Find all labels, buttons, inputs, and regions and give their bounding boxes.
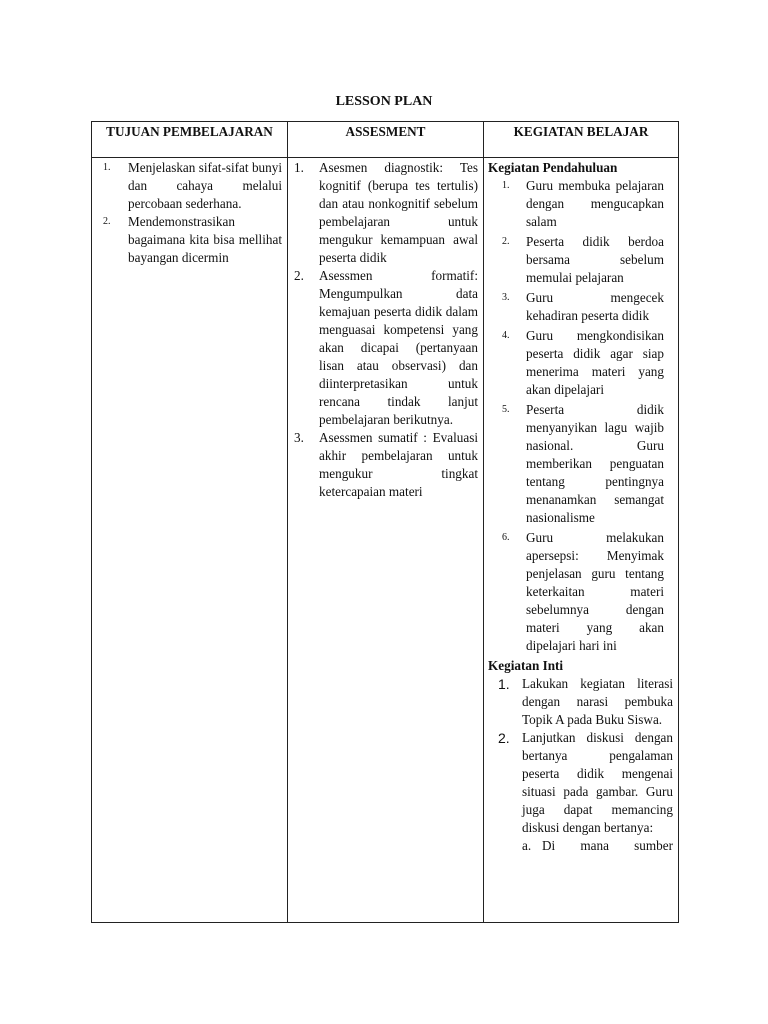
item-number: 2. <box>294 268 304 283</box>
page-title: LESSON PLAN <box>335 94 433 109</box>
item-number: 3. <box>502 292 510 303</box>
lesson-plan-table <box>91 121 679 923</box>
tujuan-list <box>96 159 282 267</box>
item-number: a. <box>522 838 532 853</box>
tujuan-item <box>96 159 282 213</box>
tujuan-cell <box>92 158 288 923</box>
item-number: 2. <box>498 730 510 746</box>
item-number: 5. <box>502 404 510 415</box>
item-text: Peserta didik menyanyikan lagu wajib nasional. Guru memberikan penguatan tentang pentingnya menanamkan semangat nasionalisme <box>526 402 664 525</box>
item-text: Mendemonstrasikan bagaimana kita bisa mellihat bayangan dicermin <box>128 214 282 265</box>
item-text: Lakukan kegiatan literasi dengan narasi pembuka Topik A pada Buku Siswa. <box>522 676 673 727</box>
assesment-item <box>292 159 478 267</box>
inti-sub-item <box>488 837 673 855</box>
item-number: 4. <box>502 330 510 341</box>
header-tujuan: TUJUAN PEMBELAJARAN <box>92 122 288 158</box>
table-header-row <box>92 122 679 158</box>
item-number: 2. <box>103 216 111 227</box>
item-number: 1. <box>502 180 510 191</box>
item-text: Guru mengecek kehadiran peserta didik <box>526 290 664 323</box>
item-text: Guru mengkondisikan peserta didik agar siap menerima materi yang akan dipelajari <box>526 328 664 397</box>
item-text: Asessmen sumatif : Evaluasi akhir pembelajaran untuk mengukur tingkat ketercapaian materi <box>319 430 478 499</box>
inti-list <box>488 675 673 837</box>
item-number: 1. <box>498 676 510 692</box>
item-text: Asesmen diagnostik: Tes kognitif (berupa tes tertulis) dan atau nonkognitif sebelum pembelajaran untuk mengukur kemampuan awal peserta didik <box>319 160 478 265</box>
kegiatan-cell <box>484 158 679 923</box>
inti-item <box>488 675 673 729</box>
item-text: Di mana sumber <box>542 838 673 853</box>
item-text: Asessmen formatif: Mengumpulkan data kemajuan peserta didik dalam menguasai kompetensi yang akan dicapai (pertanyaan lisan atau observasi) dan diinterpretasikan untuk rencana tindak lanjut pembelajaran berikutnya. <box>319 268 478 427</box>
pendahuluan-heading: Kegiatan Pendahuluan <box>488 160 618 175</box>
pendahuluan-item <box>488 177 673 231</box>
inti-heading: Kegiatan Inti <box>488 658 564 673</box>
inti-sub-list <box>488 837 673 855</box>
table-body-row <box>92 158 679 923</box>
assesment-item <box>292 429 478 501</box>
pendahuluan-item <box>488 401 673 527</box>
tujuan-item <box>96 213 282 267</box>
item-text: Peserta didik berdoa bersama sebelum memulai pelajaran <box>526 234 664 285</box>
item-number: 2. <box>502 236 510 247</box>
item-text: Menjelaskan sifat-sifat bunyi dan cahaya melalui percobaan sederhana. <box>128 160 282 211</box>
item-number: 3. <box>294 430 304 445</box>
pendahuluan-item <box>488 529 673 655</box>
item-text: Guru membuka pelajaran dengan mengucapkan salam <box>526 178 664 229</box>
assesment-item <box>292 267 478 429</box>
assesment-list <box>292 159 478 501</box>
header-kegiatan: KEGIATAN BELAJAR <box>484 122 679 158</box>
pendahuluan-item <box>488 289 673 325</box>
pendahuluan-list <box>488 177 673 655</box>
item-number: 1. <box>294 160 304 175</box>
item-number: 1. <box>103 162 111 173</box>
item-text: Guru melakukan apersepsi: Menyimak penjelasan guru tentang keterkaitan materi sebelumnya dengan materi yang akan dipelajari hari ini <box>526 530 664 653</box>
header-assesment: ASSESMENT <box>288 122 484 158</box>
assesment-cell <box>288 158 484 923</box>
inti-item <box>488 729 673 837</box>
pendahuluan-item <box>488 327 673 399</box>
pendahuluan-item <box>488 233 673 287</box>
item-text: Lanjutkan diskusi dengan bertanya pengalaman peserta didik mengenai situasi pada gambar. Guru juga dapat memancing diskusi dengan bertanya: <box>522 730 673 835</box>
item-number: 6. <box>502 532 510 543</box>
